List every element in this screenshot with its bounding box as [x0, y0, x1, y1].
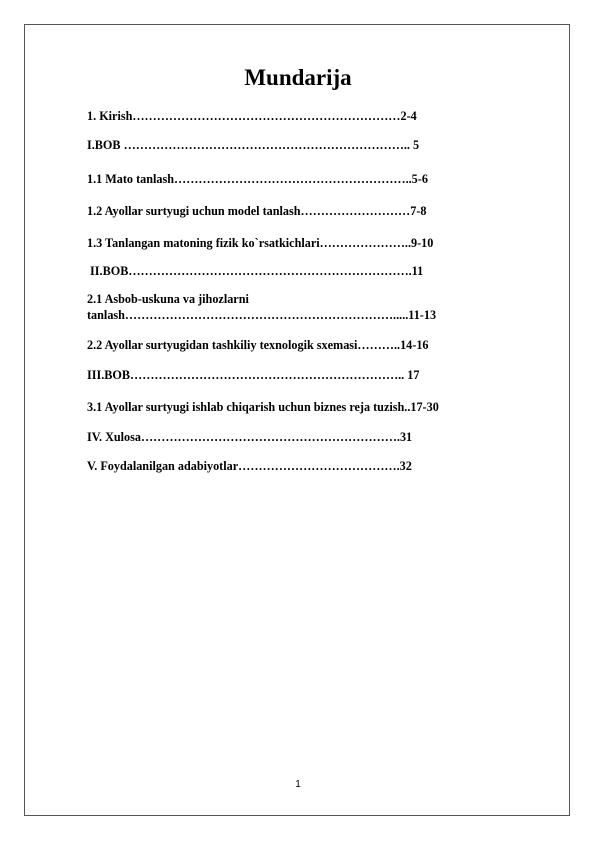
- toc-entry-kirish: 1. Kirish…………………………………………………………2-4: [87, 109, 417, 123]
- toc-entry-1-2: 1.2 Ayollar surtyugi uchun model tanlash………………………7-8: [87, 204, 427, 218]
- toc-entry-1-1: 1.1 Mato tanlash…………………………………………………..5-6: [87, 172, 428, 186]
- toc-entry-bob-3: III.BOB………………………………………………………….. 17: [87, 368, 420, 382]
- toc-entry-bob-2: II.BOB…………………………………………………………….11: [87, 264, 424, 278]
- toc-entry-bob-1: I.BOB …………………………………………………………….. 5: [87, 138, 420, 152]
- toc-entry-xulosa: IV. Xulosa……………………………………………………….31: [87, 430, 413, 444]
- toc-entry-3-1: 3.1 Ayollar surtyugi ishlab chiqarish uchun biznes reja tuzish..17-30: [87, 400, 439, 414]
- toc-entry-2-1: 2.1 Asbob-uskuna va jihozlarni: [87, 292, 249, 306]
- page-number: 1: [295, 779, 301, 790]
- toc-entry-2-1-continuation: tanlash………………………………………………………….....11-13: [87, 308, 437, 322]
- toc-entry-adabiyotlar: V. Foydalanilgan adabiyotlar………………………………….32: [87, 459, 412, 473]
- toc-entry-2-2: 2.2 Ayollar surtyugidan tashkiliy texnologik sxemasi………..14-16: [87, 338, 429, 352]
- toc-entry-1-3: 1.3 Tanlangan matoning fizik ko`rsatkichlari…………………..9-10: [87, 236, 434, 250]
- document-title: Mundarija: [244, 65, 352, 90]
